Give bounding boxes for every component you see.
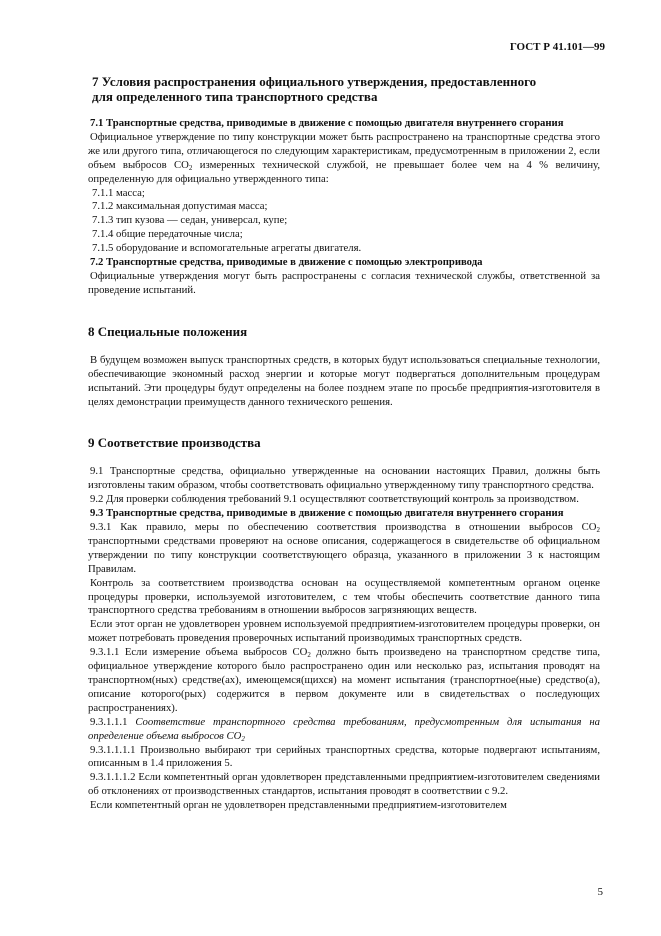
section-7-title-line2: для определенного типа транспортного средства <box>92 89 378 104</box>
section-7-title-line1: 7 Условия распространения официального утверждения, предоставленного <box>92 74 537 89</box>
subsection-7-1-heading: 7.1 Транспортные средства, приводимые в движение с помощью двигателя внутреннего сгорания <box>90 117 564 129</box>
paragraph-if-not-satisfied: Если этот орган не удовлетворен уровнем используемой предприятием-изготовителем процедуры проверки, он может потребовать проведения проверочных испытаний производимых транспортных средств. <box>88 618 600 645</box>
page-number: 5 <box>597 886 603 898</box>
standard-code-header: ГОСТ Р 41.101—99 <box>509 41 605 53</box>
paragraph-9-3-1-1-1: 9.3.1.1.1 Соответствие транспортного средства требованиям, предусмотренным для испытания на определение объема выбросов $CO_2$ <box>88 715 601 743</box>
paragraph-last: Если компетентный орган не удовлетворен представленными предприятием-изготовителем <box>90 799 507 812</box>
list-item-7-1-5: 7.1.5 оборудование и вспомогательные агрегаты двигателя. <box>92 242 362 255</box>
paragraph-9-3-1: 9.3.1 Как правило, меры по обеспечению соответствия производства в отношении выбросов $CO_2$ транспортными средствами проверяют на основе описания, содержащегося в свидетельстве об официальном утверждении по типу конструкции соответствующего образца, указанного в приложении 3 к настоящим Правилам. <box>88 521 600 575</box>
paragraph-9-3-1-1-1-1: 9.3.1.1.1.1 Произвольно выбирают три серийных транспортных средства, которые подвергают испытаниям, описанным в 1.4 приложения 5. <box>88 743 600 770</box>
section-7-title <box>88 74 600 104</box>
paragraph-7-1: Официальное утверждение по типу конструкции может быть распространено на транспортные средства этого же или другого типа, отличающегося по следующим характеристикам, предусмотренным в приложении 2, если объем выбросов $CO_2$ измеренных технической службой, не превышает более чем на 4 % величину, определенную для официально утвержденного типа: <box>88 130 600 185</box>
list-item-7-1-3: 7.1.3 тип кузова — седан, универсал, купе; <box>92 214 288 227</box>
paragraph-9-2: 9.2 Для проверки соблюдения требований 9.1 осуществляют соответствующий контроль за производством. <box>90 493 579 506</box>
paragraph-9-3-1-1-1-2: 9.3.1.1.1.2 Если компетентный орган удовлетворен представленными предприятием-изготовителем сведениями об отклонениях от производственных стандартов, испытания проводят в соответствии с 9.2. <box>88 771 600 798</box>
subsection-7-2-heading: 7.2 Транспортные средства, приводимые в движение с помощью электропривода <box>90 256 483 269</box>
list-item-7-1-1: 7.1.1 масса; <box>92 186 145 199</box>
subsection-9-3-heading: 9.3 Транспортные средства, приводимые в движение с помощью двигателя внутреннего сгорания <box>90 507 564 520</box>
paragraph-control: Контроль за соответствием производства основан на осуществляемой компетентным органом оценке процедуры проверки, используемой изготовителем, с тем чтобы обеспечить соответствие данного типа транспортного средства требованиям в отношении выбросов загрязняющих веществ. <box>88 576 600 617</box>
paragraph-8: В будущем возможен выпуск транспортных средств, в которых будут использоваться специальные технологии, обеспечивающие экономный расход энергии и которые могут подвергаться дополнительным процедурам испытаний. Эти процедуры будут определены на более позднем этапе по просьбе предприятия-изготовителя в целях демонстрации преимуществ данного технического решения. <box>88 353 600 408</box>
section-9-title: 9 Соответствие производства <box>88 435 261 451</box>
paragraph-9-1: 9.1 Транспортные средства, официально утвержденные на основании настоящих Правил, должны быть изготовлены таким образом, чтобы соответствовать официально утвержденному типу транспортного средства. <box>88 465 600 492</box>
section-8-title: 8 Специальные положения <box>88 323 248 339</box>
list-item-7-1-2: 7.1.2 максимальная допустимая масса; <box>92 200 268 213</box>
paragraph-7-2: Официальные утверждения могут быть распространены с согласия технической службы, ответственной за проведение испытаний. <box>88 269 600 296</box>
page-body <box>88 74 600 813</box>
list-item-7-1-4: 7.1.4 общие передаточные числа; <box>92 228 243 241</box>
paragraph-9-3-1-1: 9.3.1.1 Если измерение объема выбросов $CO_2$ должно быть произведено на транспортном средстве типа, официальное утверждение которого было распространено один или несколько раз, испытания проводят на транспортном(ных) средстве(ах), имеющемся(щихся) на момент испытания (транспортное(ные) средство(а), описание которого(рых) содержится в первом документе или в свидетельствах о последующих распространениях). <box>88 646 600 714</box>
